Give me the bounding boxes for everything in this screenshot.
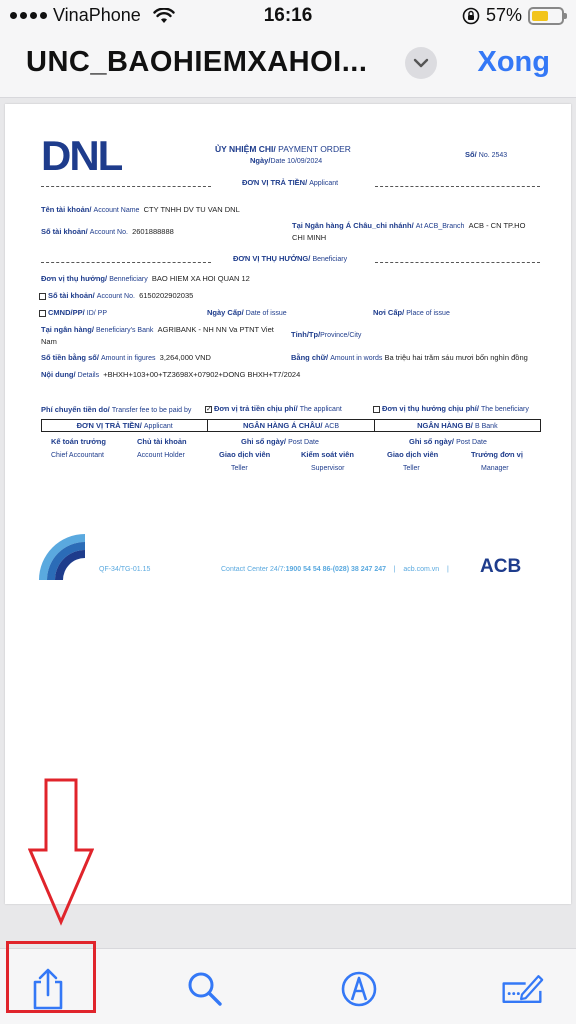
sig-role: Chủ tài khoản bbox=[137, 437, 187, 446]
sig-role: Kế toán trưởng bbox=[51, 437, 106, 446]
province-row: Tỉnh/Tp/Province/City bbox=[291, 330, 362, 339]
checked-box-icon: ✓ bbox=[206, 405, 212, 413]
fee-applicant-option: ✓ Đơn vị trả tiền chịu phí/ The applicant bbox=[206, 404, 342, 413]
sig-role: Trưởng đơn vị bbox=[471, 450, 523, 459]
acb-logo: ACB bbox=[480, 556, 522, 577]
divider bbox=[41, 186, 211, 187]
bank-branch-cont: CHI MINH bbox=[292, 233, 327, 242]
battery-percent: 57% bbox=[485, 5, 522, 25]
account-no-row: Số tài khoản/ Account No. 2601888888 bbox=[41, 227, 174, 236]
battery-icon bbox=[528, 7, 564, 25]
checkbox-icon bbox=[39, 293, 46, 300]
order-number: Số/ No. 2543 bbox=[465, 150, 508, 159]
markup-icon bbox=[339, 969, 379, 1009]
fee-beneficiary-option: Đơn vị thụ hưởng chịu phí/ The beneficiary bbox=[373, 404, 529, 413]
signature-button[interactable] bbox=[500, 967, 544, 1011]
ben-bank-cont: Nam bbox=[41, 337, 57, 346]
account-name-row: Tên tài khoản/ Account Name CTY TNHH DV TU VAN DNL bbox=[41, 205, 240, 214]
sig-role-en: Manager bbox=[481, 465, 509, 472]
sig-role: Ghi sổ ngày/ Post Date bbox=[241, 437, 319, 446]
checkbox-icon bbox=[39, 310, 46, 317]
sig-header-applicant: ĐƠN VỊ TRẢ TIỀN/ Applicant bbox=[42, 420, 208, 431]
sig-role: Giao dịch viên bbox=[387, 450, 439, 459]
applicant-section-title: ĐƠN VỊ TRẢ TIỀN/ Applicant bbox=[242, 178, 339, 187]
id-row: CMND/PP/ ID/ PP bbox=[39, 308, 107, 317]
ben-account-row: Số tài khoản/ Account No. 6150202902035 bbox=[39, 291, 193, 300]
acb-ring-graphic bbox=[39, 534, 85, 580]
divider bbox=[375, 186, 540, 187]
order-date: Ngày/Date 10/09/2024 bbox=[250, 156, 323, 165]
sig-role-en: Chief Accountant bbox=[51, 452, 104, 459]
sig-role: Ghi sổ ngày/ Post Date bbox=[409, 437, 487, 446]
battery-fill bbox=[532, 11, 548, 21]
divider bbox=[375, 262, 540, 263]
beneficiary-section-title: ĐƠN VỊ THỤ HƯỞNG/ Beneficiary bbox=[233, 254, 348, 263]
done-button[interactable]: Xong bbox=[477, 46, 550, 78]
signature-table bbox=[41, 419, 541, 432]
dnl-logo: DNL bbox=[41, 132, 122, 179]
share-icon bbox=[28, 967, 68, 1011]
amount-row: Số tiền bằng số/ Amount in figures 3,264,000 VND bbox=[41, 353, 211, 362]
fee-row: Phí chuyển tiền do/ Transfer fee to be paid by bbox=[41, 405, 192, 414]
contact-line: Contact Center 24/7:1900 54 54 86-(028) 38 247 247 | acb.com.vn | bbox=[221, 566, 449, 573]
order-heading: ỦY NHIỆM CHI/ PAYMENT ORDER bbox=[215, 144, 351, 154]
sig-role-en: Teller bbox=[403, 465, 420, 472]
search-icon bbox=[185, 969, 225, 1009]
carrier-name: VinaPhone bbox=[53, 5, 141, 25]
beneficiary-row: Đơn vị thụ hưởng/ Benneficiary BAO HIEM XA HOI QUAN 12 bbox=[41, 274, 250, 283]
share-button[interactable] bbox=[26, 967, 70, 1011]
checkbox-icon bbox=[373, 406, 380, 413]
red-arrow-annotation bbox=[28, 778, 94, 926]
markup-button[interactable] bbox=[337, 967, 381, 1011]
bottom-toolbar bbox=[0, 948, 576, 1024]
issue-place-row: Nơi Cấp/ Place of issue bbox=[373, 308, 450, 317]
amount-words-row: Bằng chữ/ Amount in words Ba triệu hai trăm sáu mươi bốn nghìn đồng bbox=[291, 353, 528, 362]
details-row: Nội dung/ Details +BHXH+103+00+TZ3698X+07902+DONG BHXH+T7/2024 bbox=[41, 370, 301, 379]
issue-date-row: Ngày Cấp/ Date of issue bbox=[207, 308, 287, 317]
orientation-lock-icon bbox=[462, 7, 480, 25]
sig-header-acb: NGÂN HÀNG Á CHÂU/ ACB bbox=[208, 420, 374, 431]
sig-header-bbank: NGÂN HÀNG B/ B Bank bbox=[417, 421, 498, 430]
signature-icon bbox=[500, 969, 544, 1009]
sig-role: Giao dịch viên bbox=[219, 450, 271, 459]
document-header bbox=[0, 32, 576, 98]
sig-role-en: Supervisor bbox=[311, 465, 345, 472]
title-menu-button[interactable] bbox=[405, 47, 437, 79]
status-right bbox=[462, 5, 564, 26]
clock: 16:16 bbox=[263, 5, 313, 26]
status-bar bbox=[0, 0, 576, 32]
chevron-down-icon bbox=[413, 58, 429, 68]
form-code: QF-34/TG-01.15 bbox=[99, 566, 151, 573]
document-title: UNC_BAOHIEMXAHOI... bbox=[26, 46, 368, 78]
sig-role-en: Teller bbox=[231, 465, 248, 472]
search-button[interactable] bbox=[183, 967, 227, 1011]
bank-branch-row: Tại Ngân hàng Á Châu_chi nhánh/ At ACB_Branch ACB - CN TP.HO bbox=[292, 221, 526, 230]
sig-role-en: Account Holder bbox=[137, 452, 185, 459]
divider bbox=[41, 262, 211, 263]
ben-bank-row: Tại ngân hàng/ Beneficiary's Bank AGRIBANK - NH NN Va PTNT Viet bbox=[41, 325, 274, 334]
sig-role: Kiểm soát viên bbox=[301, 450, 354, 459]
